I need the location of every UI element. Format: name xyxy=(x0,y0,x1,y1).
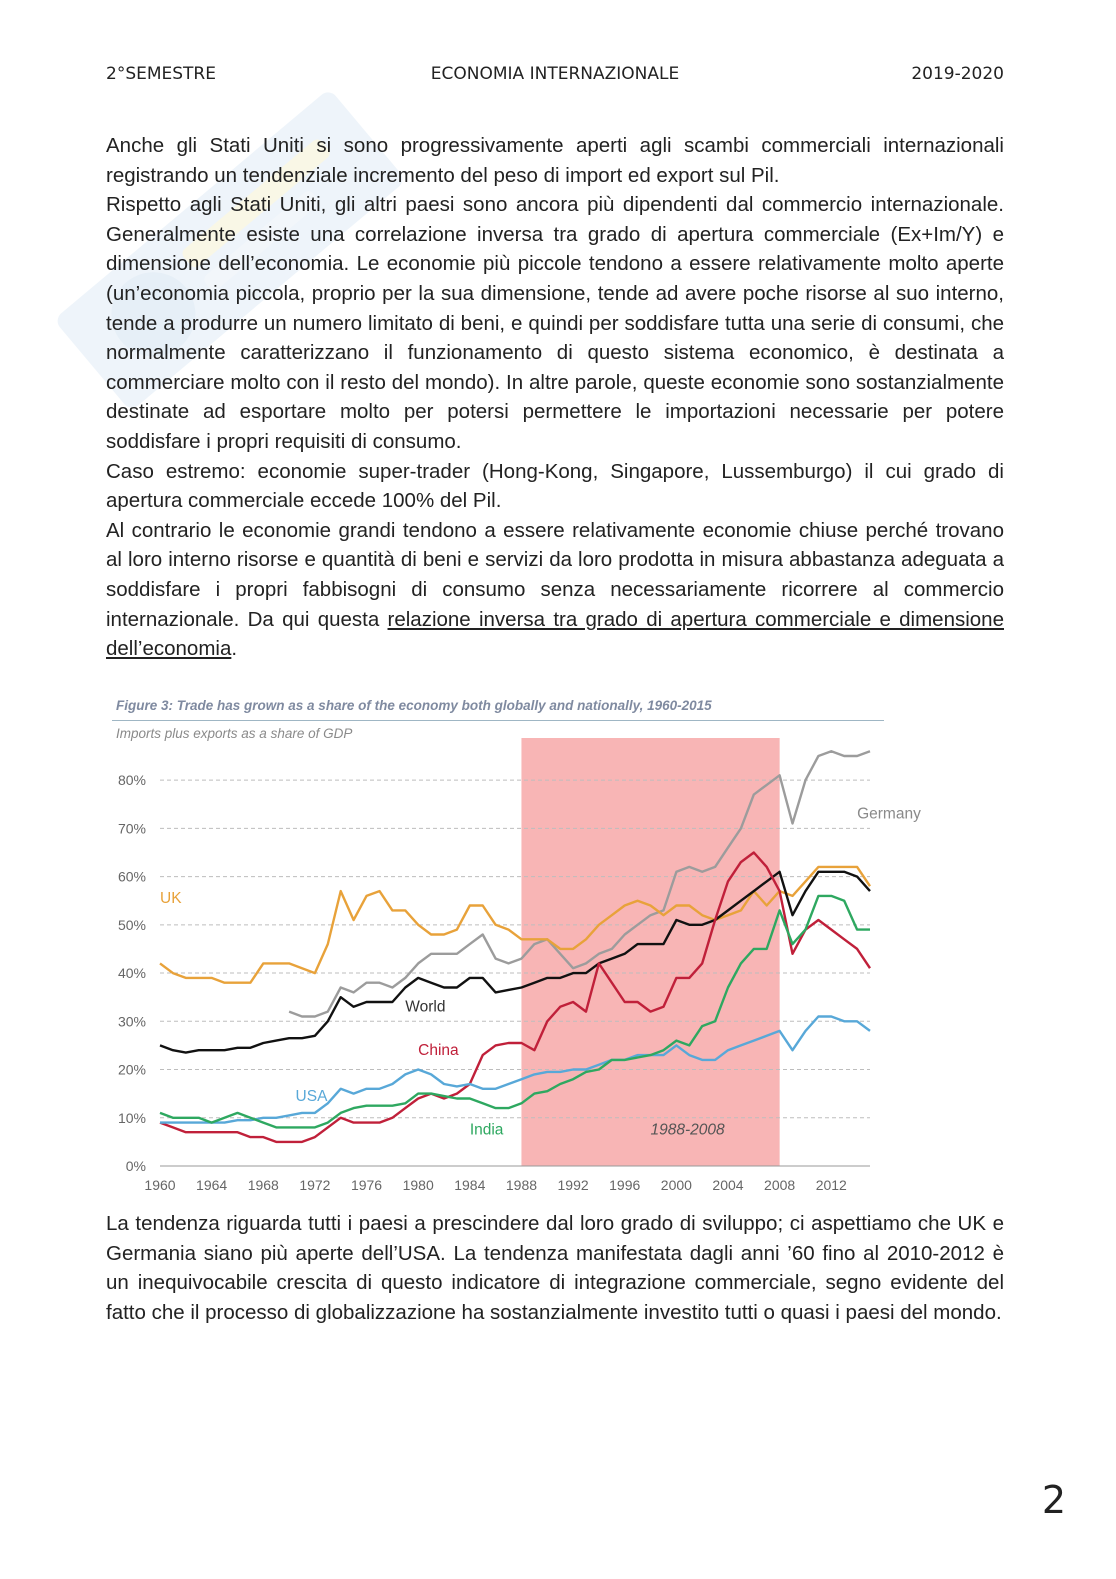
underlined-suffix: . xyxy=(231,637,238,661)
page-number: 2 xyxy=(1041,1478,1066,1522)
x-tick-label-1968: 1968 xyxy=(247,1177,279,1193)
paragraph-3: Caso estremo: economie super-trader (Hong-Kong, Singapore, Lussemburgo) il cui grado di apertura commerciale eccede 100% del Pil. xyxy=(106,459,1004,513)
x-tick-label-1988: 1988 xyxy=(505,1177,538,1193)
figure-subtitle: Imports plus exports as a share of GDP xyxy=(116,726,353,741)
y-tick-label-70: 70% xyxy=(117,820,146,837)
y-tick-label-30: 30% xyxy=(117,1013,146,1030)
y-tick-label-0: 0% xyxy=(125,1158,146,1174)
y-tick-label-10: 10% xyxy=(117,1109,146,1126)
paragraph-5: La tendenza riguarda tutti i paesi a prescindere dal loro grado di sviluppo; ci aspettiamo che UK e Germania siano più aperte dell’USA. La tendenza manifestata dagli anni ’60 fino al 2010-2012 è un inequivocabile crescita di questo indicatore di integrazione commerciale, segno evidente del fatto che il processo di globalizzazione ha sostanzialmente investito tutti o quasi i paesi del mondo. xyxy=(106,1212,1004,1324)
body-text xyxy=(106,131,1004,664)
annotation-china: China xyxy=(418,1042,459,1060)
x-tick-label-1996: 1996 xyxy=(609,1177,641,1193)
annotation-uk: UK xyxy=(160,890,182,908)
x-tick-label-1960: 1960 xyxy=(144,1177,176,1193)
after-figure-text xyxy=(106,1209,1004,1327)
x-tick-label-2008: 2008 xyxy=(764,1177,796,1193)
figure-title: Figure 3: Trade has grown as a share of the economy both globally and nationally, 1960-2015 xyxy=(116,698,712,713)
y-tick-label-40: 40% xyxy=(117,965,146,982)
header-course: ECONOMIA INTERNAZIONALE xyxy=(430,64,680,84)
paragraph-4 xyxy=(106,516,1004,664)
x-tick-label-1980: 1980 xyxy=(402,1177,434,1193)
header-semester: 2°SEMESTRE xyxy=(106,64,216,84)
y-tick-label-60: 60% xyxy=(117,868,146,885)
annotation-usa: USA xyxy=(295,1087,328,1105)
trade-figure xyxy=(106,694,921,1204)
y-tick-label-50: 50% xyxy=(117,916,146,933)
x-tick-label-1976: 1976 xyxy=(350,1177,383,1193)
y-tick-label-80: 80% xyxy=(117,772,146,789)
x-tick-label-2004: 2004 xyxy=(712,1177,744,1193)
header-year: 2019-2020 xyxy=(911,64,1004,84)
x-tick-label-1992: 1992 xyxy=(557,1177,589,1193)
x-tick-label-1984: 1984 xyxy=(454,1177,486,1193)
paragraph-4-text: Al contrario le economie grandi tendono a essere relativamente economie chiuse perché trovano al loro interno risorse e quantità di beni e servizi da loro prodotta in misura abbastanza adeguata a soddisfare i propri fabbisogni di consumo senza necessariamente ricorrere al commercio internazionale. Da qui questa xyxy=(106,518,1004,631)
trade-line-chart xyxy=(106,694,921,1204)
paragraph-2: Rispetto agli Stati Uniti, gli altri paesi sono ancora più dipendenti dal commercio internazionale. Generalmente esiste una correlazione inversa tra grado di apertura commerciale (Ex+Im/Y) e dimensione dell’economia. Le economie più piccole tendono a essere relativamente molto aperte (un’economia piccola, proprio per la sua dimensione, tende ad avere poche risorse al suo interno, tende a produrre un numero limitato di beni, e quindi per soddisfare tutta una serie di consumi, che normalmente caratterizzano il funzionamento di questo sistema economico, è destinata a commerciare molto con il resto del mondo). In altre parole, queste economie sono sostanzialmente destinate ad esportare molto per potersi permettere le importazioni necessarie per potere soddisfare i propri requisiti di consumo. xyxy=(106,193,1004,453)
annotation-india: India xyxy=(469,1121,504,1139)
x-tick-label-2012: 2012 xyxy=(815,1177,847,1193)
annotation-1988-2008: 1988-2008 xyxy=(650,1121,725,1139)
annotation-world: World xyxy=(405,998,446,1016)
annotation-germany: Germany xyxy=(857,805,921,823)
y-tick-label-20: 20% xyxy=(117,1061,146,1078)
x-tick-label-1972: 1972 xyxy=(299,1177,331,1193)
paragraph-1: Anche gli Stati Uniti si sono progressivamente aperti agli scambi commerciali internazionali registrando un tendenziale incremento del peso di import ed export sul Pil. xyxy=(106,134,1004,187)
underlined-phrase: relazione inversa tra grado di apertura commerciale e dimensione dell’economia xyxy=(106,607,1004,661)
x-tick-label-2000: 2000 xyxy=(660,1177,692,1193)
x-tick-label-1964: 1964 xyxy=(196,1177,228,1193)
